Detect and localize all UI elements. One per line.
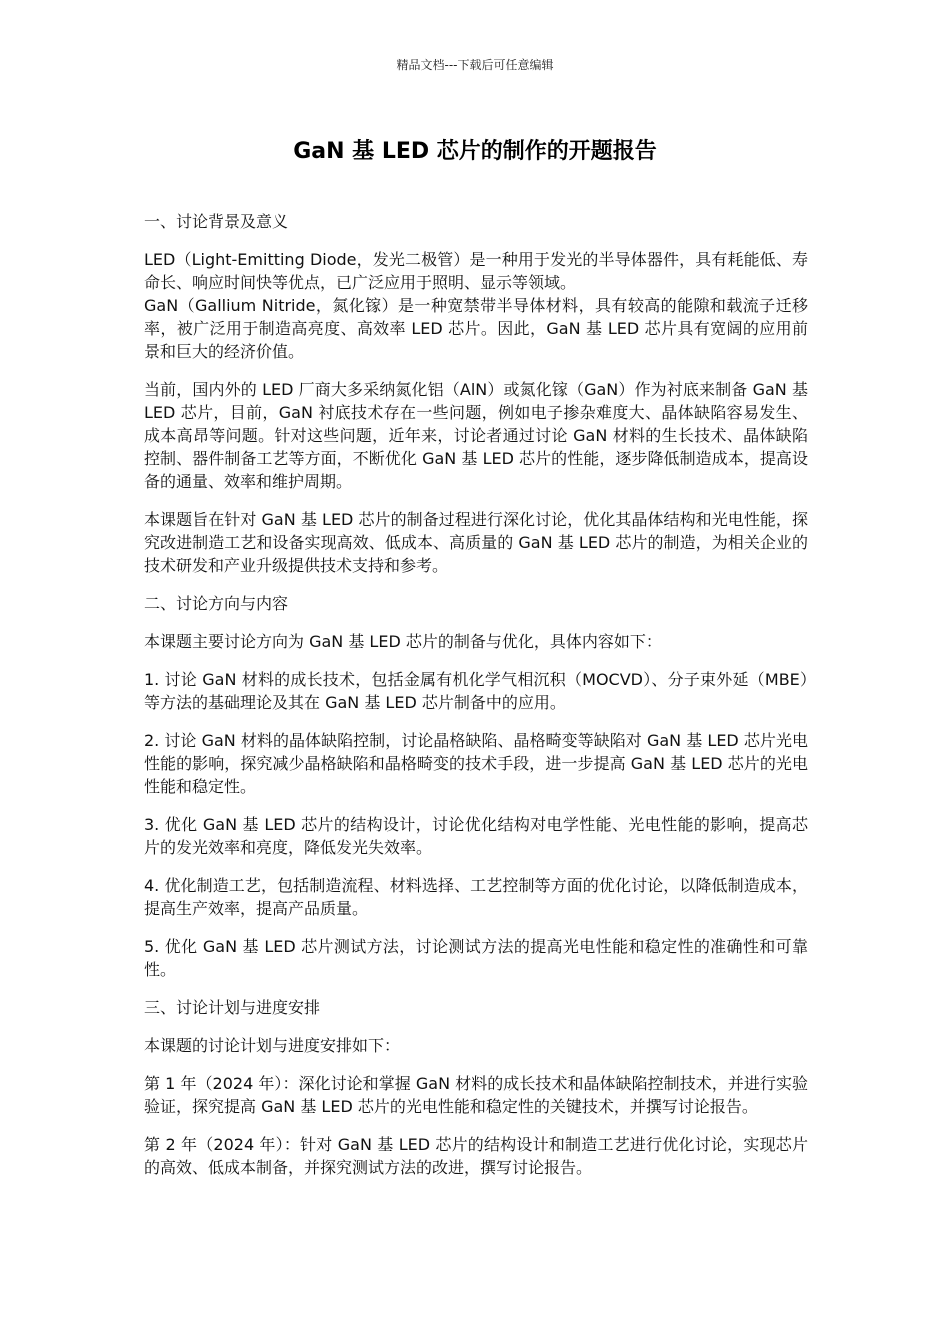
paragraph-direction-intro: 本课题主要讨论方向为 GaN 基 LED 芯片的制备与优化，具体内容如下： bbox=[144, 632, 662, 651]
page-header-watermark: 精品文档---下载后可任意编辑 bbox=[396, 58, 554, 72]
section-heading-plan: 三、讨论计划与进度安排 bbox=[144, 998, 321, 1017]
paragraph-current-status: 当前，国内外的 LED 厂商大多采纳氮化铝（AlN）或氮化镓（GaN）作为衬底来制备 GaN 基 LED 芯片，目前，GaN 衬底技术存在一些问题，例如电子掺杂难度大、晶体缺陷容易发生、成本高昂等问题。针对这些问题，近年来，讨论者通过讨论 GaN 材料的生长技术、晶体缺陷控制、器件制备工艺等方面，不断优化 GaN 基 LED 芯片的性能，逐步降低制造成本，提高设备的通量、效率和维护周期。 bbox=[144, 380, 808, 491]
paragraph-plan-intro: 本课题的讨论计划与进度安排如下： bbox=[144, 1036, 401, 1055]
document-body bbox=[144, 210, 808, 1194]
list-item-defect-control: 2. 讨论 GaN 材料的晶体缺陷控制，讨论晶格缺陷、晶格畸变等缺陷对 GaN 基 LED 芯片光电性能的影响，探究减少晶格缺陷和晶格畸变的技术手段，进一步提高 GaN 基 LED 芯片的光电性能和稳定性。 bbox=[144, 731, 808, 796]
list-item-structure-design: 3. 优化 GaN 基 LED 芯片的结构设计，讨论优化结构对电学性能、光电性能的影响，提高芯片的发光效率和亮度，降低发光失效率。 bbox=[144, 815, 808, 857]
list-item-process-optimization: 4. 优化制造工艺，包括制造流程、材料选择、工艺控制等方面的优化讨论，以降低制造成本，提高生产效率，提高产品质量。 bbox=[144, 876, 808, 918]
list-item-growth-tech: 1. 讨论 GaN 材料的成长技术，包括金属有机化学气相沉积（MOCVD）、分子束外延（MBE）等方法的基础理论及其在 GaN 基 LED 芯片制备中的应用。 bbox=[144, 670, 808, 712]
paragraph-project-aim: 本课题旨在针对 GaN 基 LED 芯片的制备过程进行深化讨论，优化其晶体结构和光电性能，探究改进制造工艺和设备实现高效、低成本、高质量的 GaN 基 LED 芯片的制造，为相关企业的技术研发和产业升级提供技术支持和参考。 bbox=[144, 510, 808, 575]
paragraph-gan-intro: GaN（Gallium Nitride，氮化镓）是一种宽禁带半导体材料，具有较高的能隙和载流子迁移率，被广泛用于制造高亮度、高效率 LED 芯片。因此，GaN 基 LED 芯片具有宽阔的应用前景和巨大的经济价值。 bbox=[144, 296, 808, 361]
paragraph-led-intro: LED（Light-Emitting Diode，发光二极管）是一种用于发光的半导体器件，具有耗能低、寿命长、响应时间快等优点，已广泛应用于照明、显示等领域。 bbox=[144, 250, 808, 292]
section-heading-direction: 二、讨论方向与内容 bbox=[144, 594, 289, 613]
document-title: GaN 基 LED 芯片的制作的开题报告 bbox=[293, 139, 657, 164]
plan-year-2: 第 2 年（2024 年）：针对 GaN 基 LED 芯片的结构设计和制造工艺进行优化讨论，实现芯片的高效、低成本制备，并探究测试方法的改进，撰写讨论报告。 bbox=[144, 1135, 808, 1177]
list-item-test-method: 5. 优化 GaN 基 LED 芯片测试方法，讨论测试方法的提高光电性能和稳定性的准确性和可靠性。 bbox=[144, 937, 808, 979]
section-heading-background: 一、讨论背景及意义 bbox=[144, 212, 289, 231]
plan-year-1: 第 1 年（2024 年）：深化讨论和掌握 GaN 材料的成长技术和晶体缺陷控制技术，并进行实验验证，探究提高 GaN 基 LED 芯片的光电性能和稳定性的关键技术，并撰写讨论报告。 bbox=[144, 1074, 808, 1116]
